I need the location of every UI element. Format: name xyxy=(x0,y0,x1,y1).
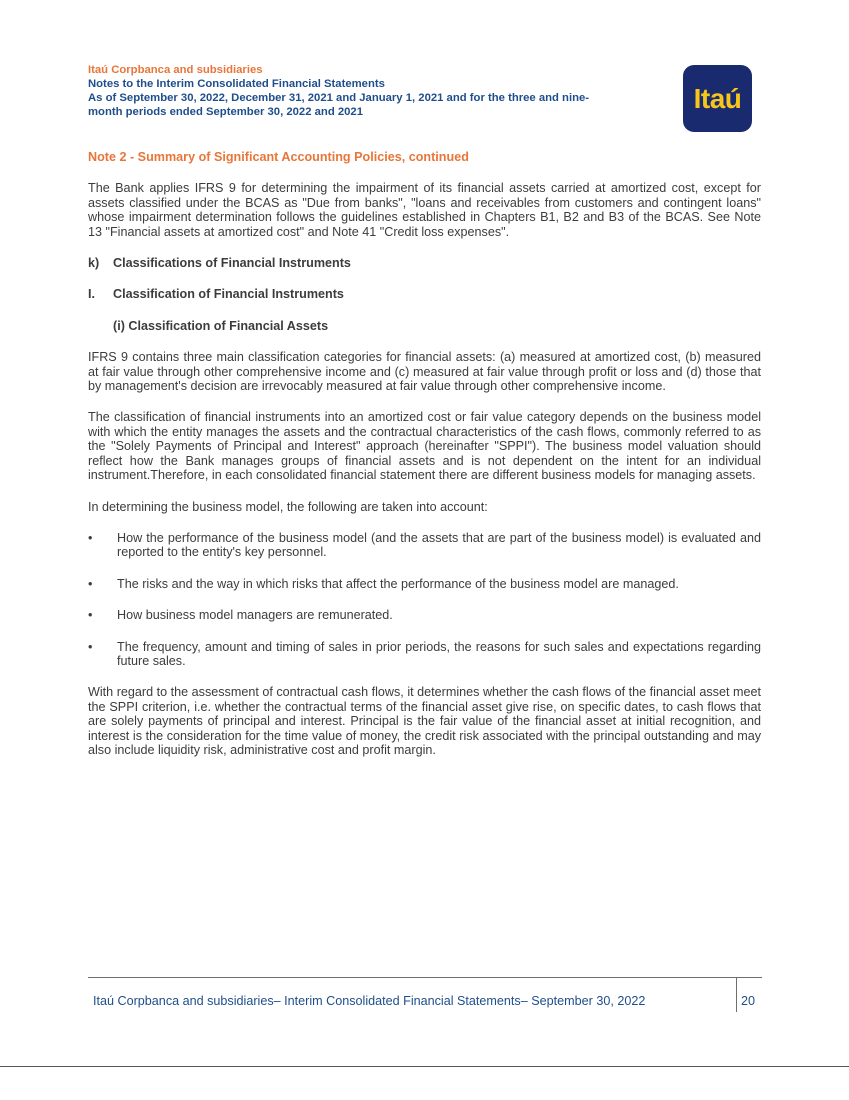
footer-text: Itaú Corpbanca and subsidiaries– Interim Consolidated Financial Statements– September 30, 2022 xyxy=(93,994,646,1008)
footer-divider xyxy=(88,977,762,978)
bullet-list xyxy=(88,531,761,668)
itau-logo xyxy=(683,65,752,132)
header-period-line2: month periods ended September 30, 2022 and 2021 xyxy=(88,106,363,118)
heading-k-label: k) xyxy=(88,256,100,271)
heading-i: (i) Classification of Financial Assets xyxy=(113,318,329,333)
paragraph-determining: In determining the business model, the following are taken into account: xyxy=(88,499,488,514)
list-item-text: How business model managers are remunerated. xyxy=(117,608,393,623)
heading-l-label: I. xyxy=(88,287,95,302)
bullet-icon: • xyxy=(88,639,93,654)
list-item xyxy=(88,577,761,591)
header-title: Notes to the Interim Consolidated Financial Statements xyxy=(88,78,385,90)
page-bottom-edge xyxy=(0,1066,849,1067)
list-item-text: The frequency, amount and timing of sales in prior periods, the reasons for such sales and expectations regarding future sales. xyxy=(117,639,761,668)
page-number: 20 xyxy=(741,994,756,1008)
list-item xyxy=(88,640,761,669)
list-item-text: How the performance of the business model (and the assets that are part of the business model) is evaluated and reported to the entity's key personnel. xyxy=(117,530,761,560)
paragraph-business-model: The classification of financial instruments into an amortized cost or fair value category depends on the business model with which the entity manages the assets and the contractual characteristics of the cash flows, commonly referred to as the "Solely Payments of Principal and Interest" approach (hereinafter "SPPI"). The business model valuation should reflect how the Bank manages groups of financial assets and is not dependent on the intent for an individual instrument.Therefore, in each consolidated financial statement there are different business models for managing assets. xyxy=(88,410,761,483)
main-content xyxy=(88,150,761,774)
note-title: Note 2 - Summary of Significant Accounting Policies, continued xyxy=(88,150,469,164)
heading-k xyxy=(88,256,761,270)
header-company: Itaú Corpbanca and subsidiaries xyxy=(88,64,263,76)
footer-vertical-divider xyxy=(736,978,737,1012)
logo-text: Itaú xyxy=(693,82,742,114)
list-item xyxy=(88,531,761,560)
header-period-line1: As of September 30, 2022, December 31, 2021 and January 1, 2021 and for the three and nine- xyxy=(88,92,590,104)
bullet-icon: • xyxy=(88,608,93,623)
bullet-icon: • xyxy=(88,576,93,591)
paragraph-classification-categories: IFRS 9 contains three main classification categories for financial assets: (a) measured at amortized cost, (b) measured at fair value through other comprehensive income and (c) measured at fair value through profit or loss and (d) those that by management's decision are irrevocably measured at fair value through other comprehensive income. xyxy=(88,350,761,394)
page-header xyxy=(88,63,648,119)
bullet-icon: • xyxy=(88,530,93,545)
heading-k-text: Classifications of Financial Instruments xyxy=(113,256,351,271)
list-item xyxy=(88,608,761,622)
list-item-text: The risks and the way in which risks that affect the performance of the business model are managed. xyxy=(117,576,679,591)
paragraph-cash-flows: With regard to the assessment of contractual cash flows, it determines whether the cash flows of the financial asset meet the SPPI criterion, i.e. whether the contractual terms of the financial asset give rise, on specific dates, to cash flows that are solely payments of principal and interest. Principal is the fair value of the financial asset at initial recognition, and interest is the consideration for the time value of money, the credit risk associated with the principal outstanding and may also include liquidity risk, administrative cost and profit margin. xyxy=(88,685,761,757)
heading-l-text: Classification of Financial Instruments xyxy=(113,287,344,302)
heading-l xyxy=(88,287,761,301)
intro-paragraph: The Bank applies IFRS 9 for determining the impairment of its financial assets carried at amortized cost, except for assets classified under the BCAS as "Due from banks", "loans and receivables from customers and contingent loans" whose impairment determination follows the guidelines established in Chapters B1, B2 and B3 of the BCAS. See Note 13 "Financial assets at amortized cost" and Note 41 "Credit loss expenses". xyxy=(88,181,761,239)
